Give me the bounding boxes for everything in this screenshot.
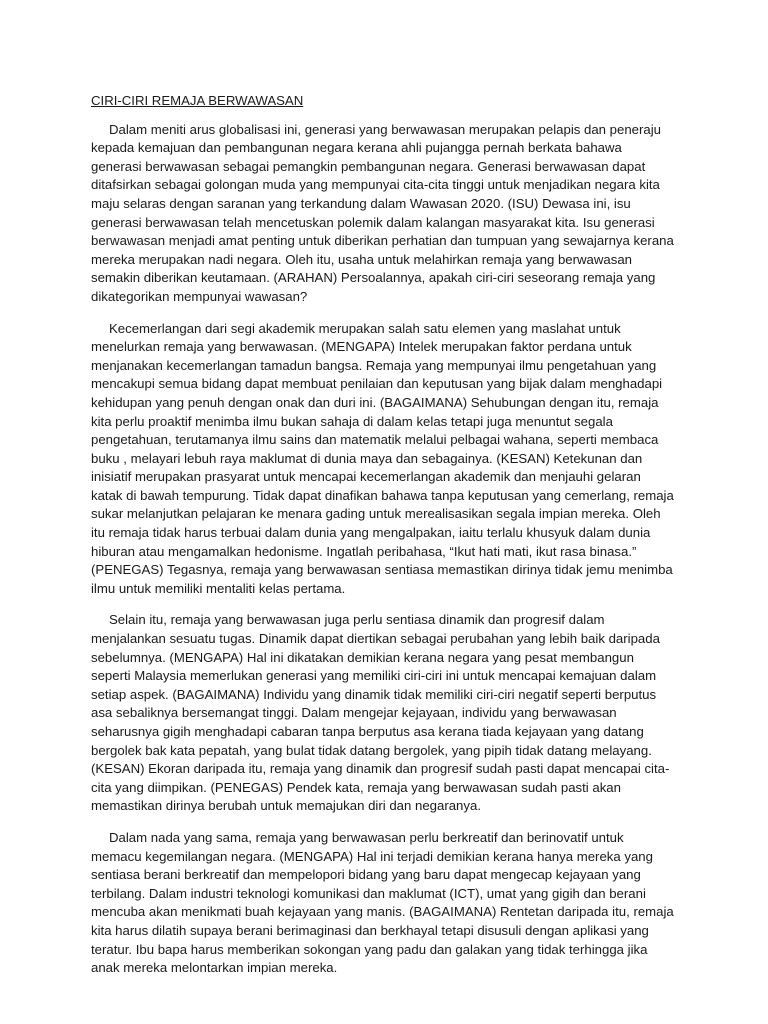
paragraph-academic-excellence: Kecemerlangan dari segi akademik merupakan salah satu elemen yang maslahat untuk menelurkan remaja yang berwawasan. (MENGAPA) Intelek merupakan faktor perdana untuk menjanakan kecemerlangan tamadun bangsa. Remaja yang mempunyai ilmu pengetahuan yang mencakupi semua bidang dapat membuat penilaian dan keputusan yang bijak dalam menghadapi kehidupan yang penuh dengan onak dan duri ini. (BAGAIMANA) Sehubungan dengan itu, remaja kita perlu proaktif menimba ilmu bukan sahaja di dalam kelas tetapi juga menuntut segala pengetahuan, terutamanya ilmu sains dan matematik melalui pelbagai wahana, seperti membaca buku , melayari lebuh raya maklumat di dunia maya dan sebagainya. (KESAN) Ketekunan dan inisiatif merupakan prasyarat untuk mencapai kecemerlangan akademik dan menjauhi gelaran katak di bawah tempurung. Tidak dapat dinafikan bahawa tanpa keputusan yang cemerlang, remaja sukar melanjutkan pelajaran ke menara gading untuk merealisasikan segala impian mereka. Oleh itu remaja tidak harus terbuai dalam dunia yang mengalpakan, iaitu terlalu khusyuk dalam dunia hiburan atau mengamalkan hedonisme. Ingatlah peribahasa, “Ikut hati mati, ikut rasa binasa.” (PENEGAS) Tegasnya, remaja yang berwawasan sentiasa memastikan dirinya tidak jemu menimba ilmu untuk memiliki mentaliti kelas pertama. [91, 320, 674, 596]
paragraph-introduction: Dalam meniti arus globalisasi ini, generasi yang berwawasan merupakan pelapis dan peneraju kepada kemajuan dan pembangunan negara kerana ahli pujangga pernah berkata bahawa generasi berwawasan sebagai pemangkin pembangunan negara. Generasi berwawasan dapat ditafsirkan sebagai golongan muda yang mempunyai cita-cita tinggi untuk menjadikan negara kita maju selaras dengan saranan yang terkandung dalam Wawasan 2020. (ISU) Dewasa ini, isu generasi berwawasan telah mencetuskan polemik dalam kalangan masyarakat kita. Isu generasi berwawasan menjadi amat penting untuk diberikan perhatian dan tumpuan yang sewajarnya kerana mereka merupakan nadi negara. Oleh itu, usaha untuk melahirkan remaja yang berwawasan semakin diberikan keutamaan. (ARAHAN) Persoalannya, apakah ciri-ciri seseorang remaja yang dikategorikan mempunyai wawasan? [91, 121, 674, 304]
document-title: CIRI-CIRI REMAJA BERWAWASAN [91, 93, 304, 108]
document-page [91, 92, 675, 991]
paragraph-creative-innovative: Dalam nada yang sama, remaja yang berwawasan perlu berkreatif dan berinovatif untuk memacu kegemilangan negara. (MENGAPA) Hal ini terjadi demikian kerana hanya mereka yang sentiasa berani berkreatif dan mempelopori bidang yang baru dapat mengecap kejayaan yang terbilang. Dalam industri teknologi komunikasi dan maklumat (ICT), umat yang gigih dan berani mencuba akan menikmati buah kejayaan yang manis. (BAGAIMANA) Rentetan daripada itu, remaja kita harus dilatih supaya berani berimaginasi dan berkhayal tetapi disusuli dengan aplikasi yang teratur. Ibu bapa harus memberikan sokongan yang padu dan galakan yang tidak terhingga jika anak mereka melontarkan impian mereka. [91, 829, 674, 976]
paragraph-dynamic-progressive: Selain itu, remaja yang berwawasan juga perlu sentiasa dinamik dan progresif dalam menjalankan sesuatu tugas. Dinamik dapat diertikan sebagai perubahan yang lebih baik daripada sebelumnya. (MENGAPA) Hal ini dikatakan demikian kerana negara yang pesat membangun seperti Malaysia memerlukan generasi yang memiliki ciri-ciri ini untuk mencapai kemajuan dalam setiap aspek. (BAGAIMANA) Individu yang dinamik tidak memiliki ciri-ciri negatif seperti berputus asa sebaliknya bersemangat tinggi. Dalam mengejar kejayaan, individu yang berwawasan seharusnya gigih menghadapi cabaran tanpa berputus asa kerana tiada kejayaan yang datang bergolek bak kata pepatah, yang bulat tidak datang bergolek, yang pipih tidak datang melayang. (KESAN) Ekoran daripada itu, remaja yang dinamik dan progresif sudah pasti dapat mencapai cita-cita yang diimpikan. (PENEGAS) Pendek kata, remaja yang berwawasan sudah pasti akan memastikan dirinya berubah untuk memajukan diri dan negaranya. [91, 612, 670, 814]
